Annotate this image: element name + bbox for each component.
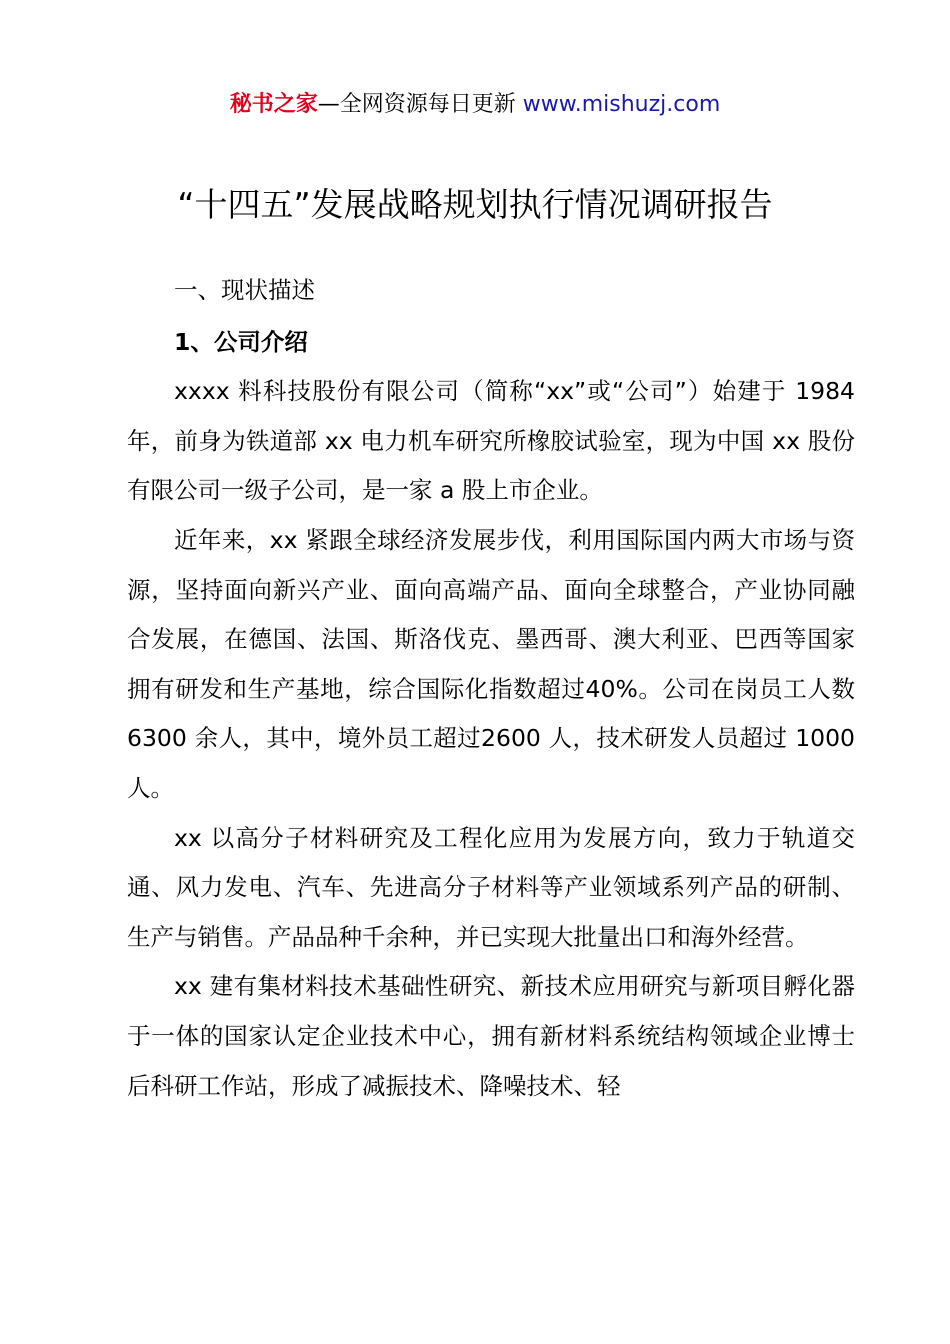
site-header	[0, 88, 950, 122]
header-tagline: —全网资源每日更新	[317, 92, 523, 117]
body-paragraph: xxxx 料科技股份有限公司（简称“xx”或“公司”）始建于 1984 年，前身为铁道部 xx 电力机车研究所橡胶试验室，现为中国 xx 股份有限公司一级子公司，是一家 a 股上市企业。	[127, 377, 855, 505]
subsection-heading: 1、公司介绍	[174, 327, 308, 356]
brand-name: 秘书之家	[229, 92, 318, 117]
site-url-link[interactable]: www.mishuzj.com	[522, 92, 721, 117]
body-paragraph: xx 建有集材料技术基础性研究、新技术应用研究与新项目孵化器于一体的国家认定企业技术中心，拥有新材料系统结构领域企业博士后科研工作站，形成了减振技术、降噪技术、轻	[127, 972, 855, 1100]
body-paragraph: xx 以高分子材料研究及工程化应用为发展方向，致力于轨道交通、风力发电、汽车、先进高分子材料等产业领域系列产品的研制、生产与销售。产品品种千余种，并已实现大批量出口和海外经营。	[127, 823, 855, 951]
document-title: “十四五”发展战略规划执行情况调研报告	[177, 185, 773, 224]
body-paragraph: 近年来，xx 紧跟全球经济发展步伐，利用国际国内两大市场与资源，坚持面向新兴产业、面向高端产品、面向全球整合，产业协同融合发展，在德国、法国、斯洛伐克、墨西哥、澳大利亚、巴西等国家拥有研发和生产基地，综合国际化指数超过40%。公司在岗员工人数 6300 余人，其中，境外员工超过2600 人，技术研发人员超过 1000 人。	[127, 525, 855, 802]
section-heading: 一、现状描述	[174, 276, 315, 304]
document-body	[127, 266, 855, 1111]
